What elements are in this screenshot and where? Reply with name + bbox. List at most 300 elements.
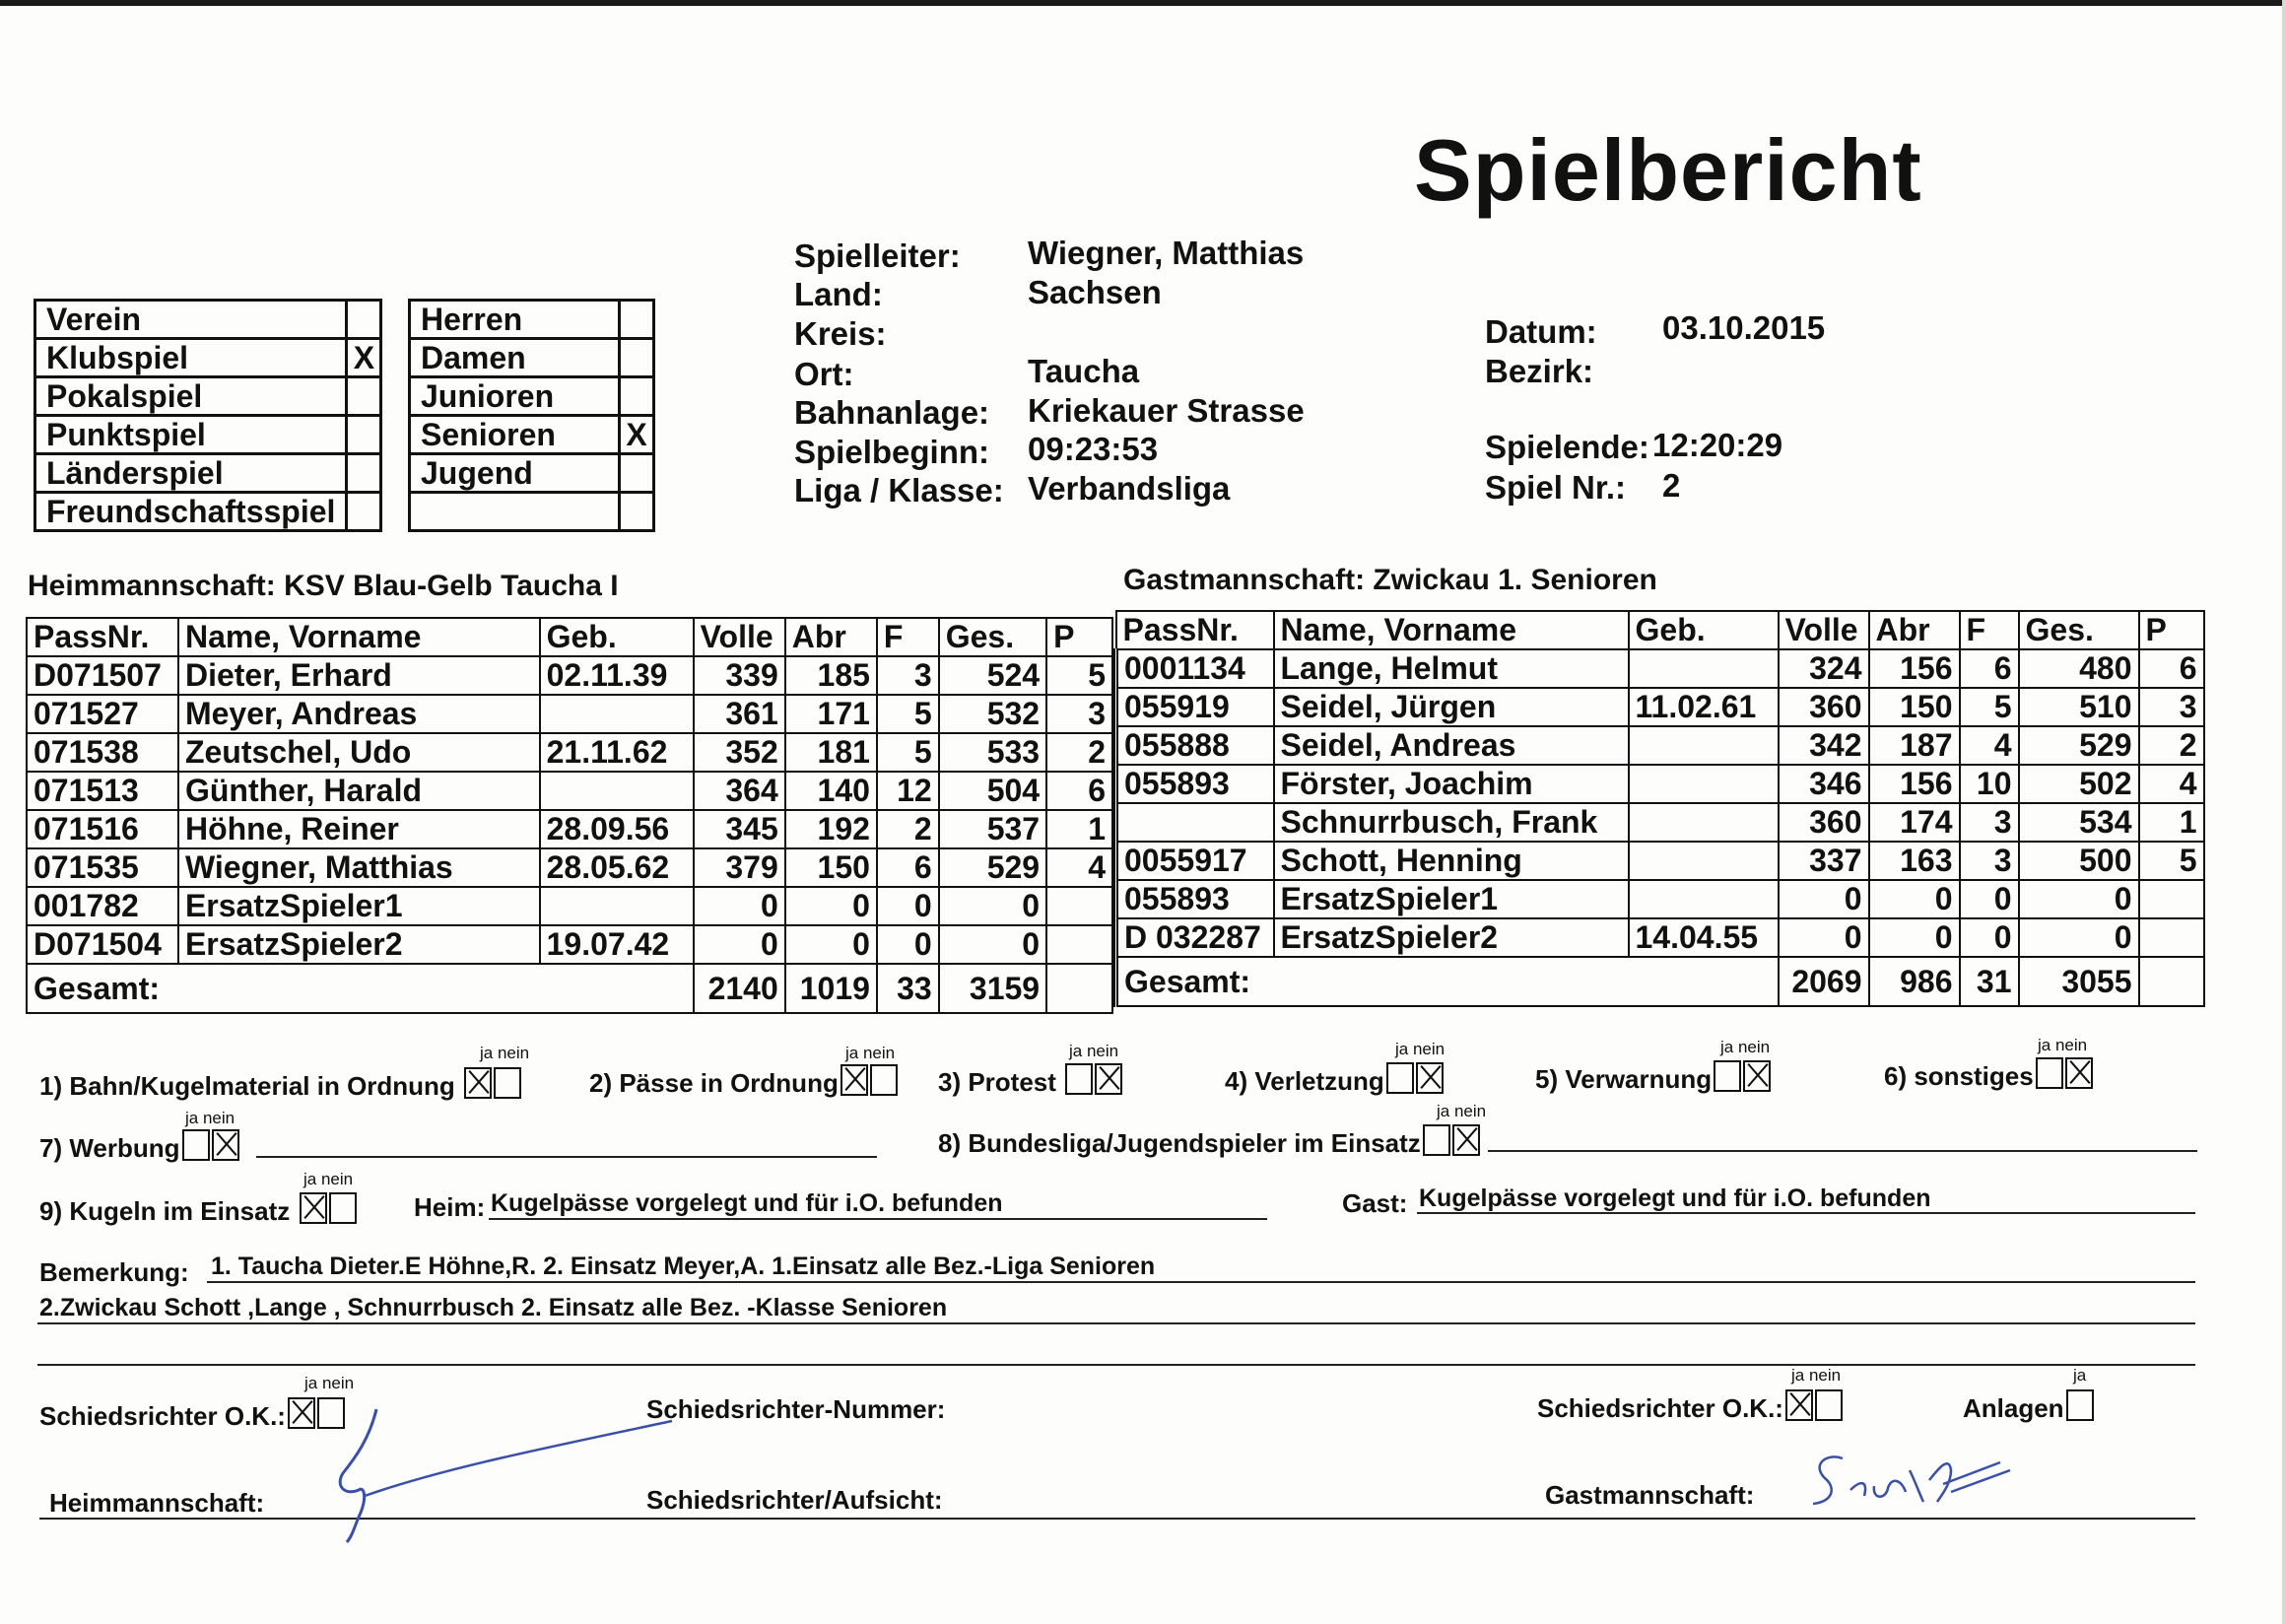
cell-abr: 156: [1869, 765, 1960, 803]
geb-header: Geb.: [540, 618, 694, 656]
ja-nein-caption: [845, 1044, 895, 1063]
checkbox-ja[interactable]: [1386, 1062, 1414, 1094]
answer-line: [37, 1364, 2195, 1366]
cell-abr: 0: [1869, 918, 1960, 957]
spielleiter-label: Spielleiter:: [794, 237, 961, 274]
cell-abr: 150: [1869, 688, 1960, 726]
cell-name: Dieter, Erhard: [178, 656, 540, 695]
cell-p: 4: [1046, 848, 1112, 887]
table-header-row: [27, 618, 1112, 656]
category-row: [410, 377, 654, 416]
cell-pass: [1116, 803, 1274, 842]
sr-ok-label: Schiedsrichter O.K.:: [39, 1401, 286, 1431]
cell-p: [1046, 925, 1112, 964]
total-ges: 3055: [2019, 957, 2139, 1006]
cell-pass: 071538: [27, 733, 178, 772]
cell-ges: 510: [2019, 688, 2139, 726]
checkbox-ja[interactable]: [464, 1067, 492, 1099]
ja-label: ja: [2038, 1036, 2051, 1054]
cell-abr: 185: [785, 656, 877, 695]
player-row: [1116, 880, 2204, 918]
remarks-line-1: 1. Taucha Dieter.E Höhne,R. 2. Einsatz Meyer,A. 1.Einsatz alle Bez.-Liga Senioren: [211, 1252, 1156, 1280]
cell-geb: [1629, 803, 1779, 842]
cell-name: Lange, Helmut: [1274, 649, 1629, 688]
spielende-value: 12:20:29: [1652, 427, 1783, 463]
game-type-row: [35, 416, 381, 454]
abr-header: Abr: [785, 618, 877, 656]
name-header: Name, Vorname: [178, 618, 540, 656]
ja-label: ja: [845, 1044, 859, 1062]
cell-ges: 0: [939, 887, 1046, 925]
total-row: [1116, 957, 2204, 1006]
cell-geb: [540, 887, 694, 925]
cell-f: 3: [1960, 803, 2019, 842]
cell-p: 5: [1046, 656, 1112, 695]
ja-nein-caption: [1069, 1042, 1118, 1061]
cell-geb: [1629, 765, 1779, 803]
checkbox-nein[interactable]: [2065, 1057, 2093, 1089]
category-row: [410, 416, 654, 454]
question-4: [1225, 1062, 1444, 1097]
kugel-heim-label: Heim:: [414, 1192, 486, 1222]
volle-header: Volle: [1779, 611, 1869, 649]
cell-pass: 055893: [1116, 880, 1274, 918]
cell-geb: 14.04.55: [1629, 918, 1779, 957]
cell-volle: 360: [1779, 803, 1869, 842]
geb-header: Geb.: [1629, 611, 1779, 649]
category-row: [410, 339, 654, 377]
total-abr: 986: [1869, 957, 1960, 1006]
category-label: Senioren: [410, 416, 620, 454]
cell-name: Schnurrbusch, Frank: [1274, 803, 1629, 842]
cell-abr: 0: [1869, 880, 1960, 918]
checkbox-nein[interactable]: [1416, 1062, 1444, 1094]
player-row: [1116, 688, 2204, 726]
cell-p: 3: [1046, 695, 1112, 733]
answer-line: [1417, 1212, 2195, 1214]
ja-nein-caption: [303, 1170, 353, 1189]
cell-geb: [540, 695, 694, 733]
cell-ges: 0: [2019, 918, 2139, 957]
question-label: 2) Pässe in Ordnung: [589, 1068, 839, 1098]
cell-volle: 360: [1779, 688, 1869, 726]
checkbox-nein[interactable]: [1095, 1063, 1122, 1095]
cell-abr: 171: [785, 695, 877, 733]
cell-geb: 28.05.62: [540, 848, 694, 887]
checkbox-ja[interactable]: [300, 1192, 327, 1224]
cell-name: Seidel, Jürgen: [1274, 688, 1629, 726]
datum-value: 03.10.2015: [1662, 309, 1826, 346]
checkbox-ja[interactable]: [1065, 1063, 1093, 1095]
cell-pass: D071507: [27, 656, 178, 695]
spielnr-value: 2: [1662, 467, 1681, 504]
cell-f: 5: [1960, 688, 2019, 726]
total-volle: 2069: [1779, 957, 1869, 1006]
nein-label: nein: [862, 1044, 896, 1062]
ja-label: ja: [2073, 1366, 2087, 1385]
game-type-check[interactable]: [347, 454, 381, 493]
cell-volle: 0: [694, 887, 785, 925]
game-type-check[interactable]: [347, 493, 381, 531]
checkbox-ja[interactable]: [1785, 1389, 1813, 1421]
checkbox-ja[interactable]: [840, 1064, 868, 1096]
cell-volle: 337: [1779, 842, 1869, 880]
ja-nein-caption: [1791, 1366, 1841, 1386]
cell-p: [1046, 887, 1112, 925]
bahnanlage-label: Bahnanlage:: [794, 394, 990, 431]
cell-p: 5: [2139, 842, 2204, 880]
checkbox-ja[interactable]: [1714, 1060, 1741, 1092]
nein-label: nein: [1453, 1102, 1487, 1120]
cell-abr: 181: [785, 733, 877, 772]
game-type-row: [35, 454, 381, 493]
cell-volle: 352: [694, 733, 785, 772]
ja-label: ja: [1437, 1102, 1450, 1120]
cell-f: 6: [877, 848, 939, 887]
cell-ges: 502: [2019, 765, 2139, 803]
category-label: [410, 493, 620, 531]
home-team-heading: [28, 570, 619, 603]
player-row: [27, 772, 1112, 810]
player-row: [27, 887, 1112, 925]
cell-volle: 379: [694, 848, 785, 887]
ja-label: ja: [303, 1170, 317, 1188]
game-type-label: Verein: [35, 301, 347, 339]
cell-volle: 346: [1779, 765, 1869, 803]
player-row: [27, 733, 1112, 772]
cell-f: 0: [877, 925, 939, 964]
cell-ges: 480: [2019, 649, 2139, 688]
spielnr-label: Spiel Nr.:: [1485, 469, 1627, 506]
total-f: 31: [1960, 957, 2019, 1006]
cell-name: Schott, Henning: [1274, 842, 1629, 880]
cell-volle: 345: [694, 810, 785, 848]
ja-nein-caption: [304, 1374, 354, 1393]
cell-ges: 532: [939, 695, 1046, 733]
cell-name: Günther, Harald: [178, 772, 540, 810]
question-7: [39, 1129, 239, 1164]
cell-ges: 504: [939, 772, 1046, 810]
land-label: Land:: [794, 276, 883, 312]
question-2: [589, 1064, 898, 1099]
question-label: 9) Kugeln im Einsatz: [39, 1196, 291, 1226]
answer-line: [207, 1281, 2195, 1283]
document-title: Spielbericht: [1414, 121, 1922, 219]
cell-geb: [1629, 649, 1779, 688]
p-header: P: [2139, 611, 2204, 649]
player-row: [1116, 726, 2204, 765]
cell-f: 5: [877, 733, 939, 772]
anlagen-label: Anlagen: [1963, 1393, 2064, 1423]
game-type-check[interactable]: X: [347, 339, 381, 377]
total-abr: 1019: [785, 964, 877, 1013]
scan-edge-right: [2282, 0, 2286, 1624]
game-type-label: Pokalspiel: [35, 377, 347, 416]
home-team-label: Heimmannschaft:: [28, 570, 276, 602]
cell-p: 2: [1046, 733, 1112, 772]
datum-label: Datum:: [1485, 313, 1597, 350]
cell-abr: 150: [785, 848, 877, 887]
cell-geb: [1629, 726, 1779, 765]
checkbox-ja[interactable]: [1423, 1124, 1450, 1156]
question-label: 6) sonstiges: [1884, 1061, 2034, 1091]
category-check[interactable]: [620, 301, 654, 339]
table-header-row: [1116, 611, 2204, 649]
cell-name: Förster, Joachim: [1274, 765, 1629, 803]
cell-pass: 055893: [1116, 765, 1274, 803]
cell-name: ErsatzSpieler2: [178, 925, 540, 964]
total-label: Gesamt:: [27, 964, 694, 1013]
game-type-row: [35, 493, 381, 531]
question-3: [938, 1063, 1122, 1098]
nein-label: nein: [2054, 1036, 2088, 1054]
category-label: Junioren: [410, 377, 620, 416]
checkbox-nein[interactable]: [1452, 1124, 1480, 1156]
game-type-label: Klubspiel: [35, 339, 347, 377]
cell-ges: 534: [2019, 803, 2139, 842]
ja-nein-caption: [1437, 1102, 1486, 1121]
cell-geb: 21.11.62: [540, 733, 694, 772]
scan-edge-top: [0, 0, 2286, 6]
cell-p: 6: [1046, 772, 1112, 810]
remarks-label: Bemerkung:: [39, 1257, 189, 1287]
nein-label: nein: [1086, 1042, 1119, 1060]
kreis-label: Kreis:: [794, 315, 887, 352]
sr-ok-away: [1537, 1389, 1843, 1424]
category-check[interactable]: [620, 454, 654, 493]
nein-label: nein: [1412, 1040, 1446, 1058]
cell-geb: 28.09.56: [540, 810, 694, 848]
spielbeginn-value: 09:23:53: [1028, 431, 1159, 467]
category-check[interactable]: X: [620, 416, 654, 454]
away-signature: [1803, 1441, 2020, 1520]
cell-p: 6: [2139, 649, 2204, 688]
answer-line: [489, 1218, 1267, 1220]
game-type-check[interactable]: [347, 301, 381, 339]
cell-name: ErsatzSpieler1: [1274, 880, 1629, 918]
spielbeginn-label: Spielbeginn:: [794, 434, 989, 470]
sr-nummer-label: Schiedsrichter-Nummer:: [646, 1394, 946, 1424]
game-type-label: Punktspiel: [35, 416, 347, 454]
cell-f: 5: [877, 695, 939, 733]
game-type-check[interactable]: [347, 377, 381, 416]
cell-p: 2: [2139, 726, 2204, 765]
question-1: [39, 1067, 521, 1102]
player-row: [1116, 803, 2204, 842]
cell-p: [2139, 880, 2204, 918]
checkbox-nein[interactable]: [1815, 1389, 1843, 1421]
ja-nein-caption: [1395, 1040, 1445, 1059]
cell-abr: 156: [1869, 649, 1960, 688]
checkbox-nein[interactable]: [494, 1067, 521, 1099]
cell-f: 0: [1960, 880, 2019, 918]
player-row: [1116, 649, 2204, 688]
cell-pass: D071504: [27, 925, 178, 964]
game-type-row: [35, 377, 381, 416]
cell-geb: [1629, 880, 1779, 918]
player-row: [27, 925, 1112, 964]
bezirk-label: Bezirk:: [1485, 353, 1594, 389]
cell-volle: 324: [1779, 649, 1869, 688]
cell-name: ErsatzSpieler1: [178, 887, 540, 925]
f-header: F: [1960, 611, 2019, 649]
anlagen: [1963, 1389, 2094, 1424]
answer-line: [1488, 1150, 2197, 1152]
spielleiter-value: Wiegner, Matthias: [1028, 235, 1305, 271]
liga-label: Liga / Klasse:: [794, 472, 1004, 508]
category-label: Herren: [410, 301, 620, 339]
answer-line: [37, 1322, 2195, 1324]
cell-f: 3: [877, 656, 939, 695]
kugel-heim-value: Kugelpässe vorgelegt und für i.O. befunden: [491, 1189, 1003, 1217]
total-row: [27, 964, 1112, 1013]
cell-abr: 140: [785, 772, 877, 810]
p-header: P: [1046, 618, 1112, 656]
game-type-check[interactable]: [347, 416, 381, 454]
cell-pass: 071516: [27, 810, 178, 848]
nein-label: nein: [497, 1044, 530, 1062]
nein-label: nein: [320, 1170, 354, 1188]
ort-value: Taucha: [1028, 353, 1140, 389]
cell-abr: 174: [1869, 803, 1960, 842]
ja-label: ja: [1069, 1042, 1083, 1060]
player-row: [27, 810, 1112, 848]
question-5: [1535, 1060, 1771, 1095]
bahnanlage-value: Kriekauer Strasse: [1028, 392, 1305, 429]
total-p: [2139, 957, 2204, 1006]
category-row: [410, 493, 654, 531]
checkbox-ja[interactable]: [182, 1129, 210, 1161]
player-row: [27, 656, 1112, 695]
total-volle: 2140: [694, 964, 785, 1013]
category-label: Jugend: [410, 454, 620, 493]
player-row: [1116, 765, 2204, 803]
answer-line: [256, 1156, 877, 1158]
cell-ges: 529: [939, 848, 1046, 887]
checkbox-nein[interactable]: [870, 1064, 898, 1096]
ja-nein-caption: [480, 1044, 529, 1063]
cell-f: 3: [1960, 842, 2019, 880]
cell-pass: 0001134: [1116, 649, 1274, 688]
player-row: [1116, 842, 2204, 880]
home-signature-label: Heimmannschaft:: [49, 1488, 265, 1518]
cell-pass: 0055917: [1116, 842, 1274, 880]
checkbox-nein[interactable]: [1743, 1060, 1771, 1092]
cell-geb: 02.11.39: [540, 656, 694, 695]
cell-volle: 364: [694, 772, 785, 810]
question-label: 5) Verwarnung: [1535, 1064, 1713, 1094]
cell-p: 1: [2139, 803, 2204, 842]
cell-ges: 0: [939, 925, 1046, 964]
nein-label: nein: [321, 1374, 355, 1392]
nein-label: nein: [1737, 1038, 1771, 1056]
liga-value: Verbandsliga: [1028, 470, 1231, 507]
checkbox-ja[interactable]: [288, 1397, 315, 1429]
cell-abr: 0: [785, 925, 877, 964]
cell-abr: 192: [785, 810, 877, 848]
ja-label: ja: [1395, 1040, 1409, 1058]
cell-volle: 0: [694, 925, 785, 964]
sr-ok-home: [39, 1397, 345, 1432]
cell-f: 0: [1960, 918, 2019, 957]
cell-volle: 0: [1779, 880, 1869, 918]
cell-pass: 071535: [27, 848, 178, 887]
ja-label: ja: [304, 1374, 318, 1392]
volle-header: Volle: [694, 618, 785, 656]
cell-name: Höhne, Reiner: [178, 810, 540, 848]
kugel-gast-label: Gast:: [1342, 1188, 1408, 1218]
cell-p: 1: [1046, 810, 1112, 848]
nein-label: nein: [202, 1109, 235, 1127]
game-type-box: [34, 299, 382, 532]
game-type-row: [35, 339, 381, 377]
checkbox-ja[interactable]: [2036, 1057, 2063, 1089]
home-team-name: KSV Blau-Gelb Taucha I: [284, 570, 619, 602]
nein-label: nein: [1808, 1366, 1842, 1385]
total-ges: 3159: [939, 964, 1046, 1013]
category-row: [410, 301, 654, 339]
question-label: 4) Verletzung: [1225, 1066, 1384, 1096]
checkbox-nein[interactable]: [329, 1192, 357, 1224]
cell-geb: 19.07.42: [540, 925, 694, 964]
ja-nein-caption: [2038, 1036, 2087, 1055]
cell-volle: 339: [694, 656, 785, 695]
category-check[interactable]: [620, 493, 654, 531]
ja-label: ja: [1720, 1038, 1734, 1056]
pass-header: PassNr.: [1116, 611, 1274, 649]
cell-pass: 055888: [1116, 726, 1274, 765]
game-type-label: Freundschaftsspiel: [35, 493, 347, 531]
cell-volle: 342: [1779, 726, 1869, 765]
cell-name: Seidel, Andreas: [1274, 726, 1629, 765]
away-team-heading: [1123, 564, 1657, 597]
category-check[interactable]: [620, 377, 654, 416]
ja-label: ja: [480, 1044, 494, 1062]
cell-volle: 361: [694, 695, 785, 733]
category-check[interactable]: [620, 339, 654, 377]
cell-ges: 537: [939, 810, 1046, 848]
cell-ges: 529: [2019, 726, 2139, 765]
total-f: 33: [877, 964, 939, 1013]
cell-name: ErsatzSpieler2: [1274, 918, 1629, 957]
total-p: [1046, 964, 1112, 1013]
away-signature-label: Gastmannschaft:: [1545, 1480, 1755, 1510]
cell-geb: [1629, 842, 1779, 880]
cell-pass: 071527: [27, 695, 178, 733]
cell-p: [2139, 918, 2204, 957]
land-value: Sachsen: [1028, 274, 1162, 310]
category-label: Damen: [410, 339, 620, 377]
kugel-gast-value: Kugelpässe vorgelegt und für i.O. befunden: [1419, 1184, 1931, 1212]
sr-aufsicht-label: Schiedsrichter/Aufsicht:: [646, 1485, 943, 1515]
cell-abr: 0: [785, 887, 877, 925]
ja-label: ja: [185, 1109, 199, 1127]
checkbox-nein[interactable]: [212, 1129, 239, 1161]
question-label: 1) Bahn/Kugelmaterial in Ordnung: [39, 1071, 455, 1101]
question-8: [938, 1124, 1480, 1159]
question-label: 3) Protest: [938, 1067, 1056, 1097]
cell-geb: 11.02.61: [1629, 688, 1779, 726]
cell-pass: D 032287: [1116, 918, 1274, 957]
cell-p: 3: [2139, 688, 2204, 726]
f-header: F: [877, 618, 939, 656]
question-6: [1884, 1057, 2093, 1092]
category-row: [410, 454, 654, 493]
checkbox-anlagen[interactable]: [2066, 1389, 2094, 1421]
abr-header: Abr: [1869, 611, 1960, 649]
cell-volle: 0: [1779, 918, 1869, 957]
cell-name: Meyer, Andreas: [178, 695, 540, 733]
